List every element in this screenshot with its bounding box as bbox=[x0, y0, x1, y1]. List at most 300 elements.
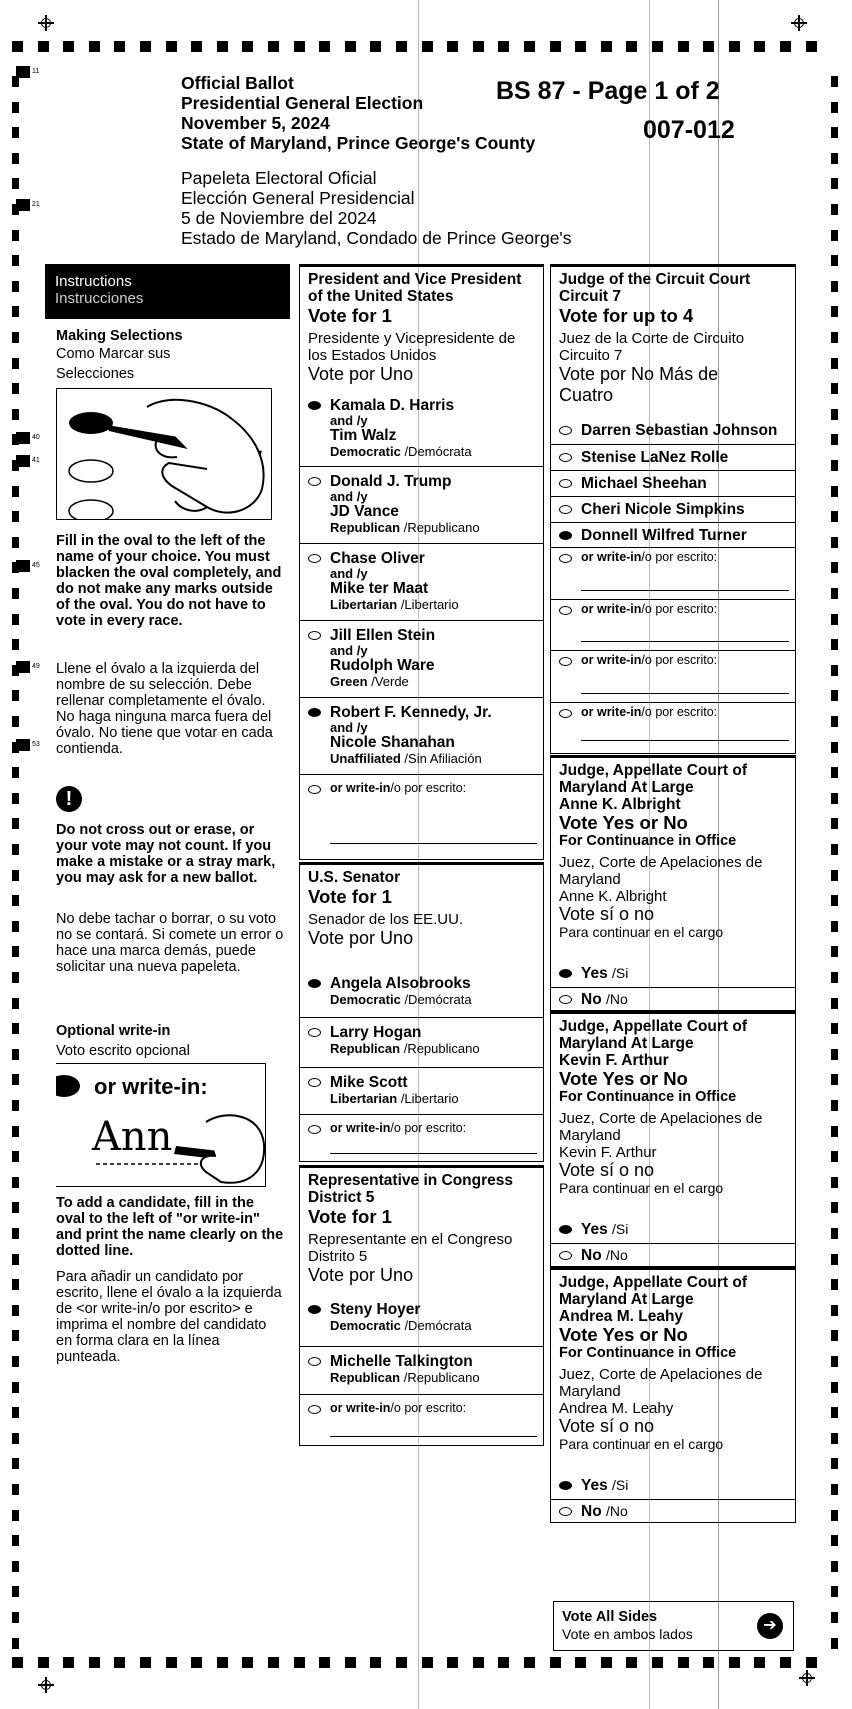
header-line: Papeleta Electoral Oficial bbox=[181, 168, 377, 188]
vote-instruction: Vote for up to 4 bbox=[559, 305, 694, 326]
and-label: and /y bbox=[330, 720, 368, 735]
header-line: Presidential General Election bbox=[181, 93, 424, 113]
timing-mark bbox=[831, 921, 838, 932]
selection-oval[interactable] bbox=[559, 1481, 572, 1490]
timing-mark bbox=[114, 1657, 125, 1668]
party-name-es: /Demócrata bbox=[404, 992, 472, 1007]
writein-label-es: /o por escrito: bbox=[390, 1121, 467, 1135]
timing-mark bbox=[12, 1510, 19, 1521]
candidate-option[interactable] bbox=[300, 1017, 543, 1067]
selection-oval[interactable] bbox=[559, 479, 572, 488]
continuance-label: For Continuance in Office bbox=[559, 1089, 737, 1105]
and-label: and /y bbox=[330, 489, 368, 504]
candidate-option[interactable] bbox=[551, 444, 795, 470]
timing-mark bbox=[831, 1510, 838, 1521]
timing-mark bbox=[703, 41, 714, 52]
yes-option[interactable] bbox=[551, 962, 795, 987]
yes-label-es: /Si bbox=[612, 965, 629, 981]
registration-crosshair-icon bbox=[791, 15, 807, 31]
candidate-option[interactable] bbox=[300, 1295, 543, 1346]
candidate-option[interactable] bbox=[300, 391, 543, 466]
timing-mark bbox=[498, 41, 509, 52]
continuance-label: For Continuance in Office bbox=[559, 1345, 737, 1361]
making-selections-section bbox=[56, 328, 286, 384]
contest-title-es: Juez, Corte de Apelaciones de bbox=[559, 854, 763, 871]
writein-option[interactable] bbox=[551, 599, 795, 650]
timing-mark bbox=[114, 41, 125, 52]
selection-oval[interactable] bbox=[559, 1225, 572, 1234]
selection-oval[interactable] bbox=[559, 709, 572, 718]
writein-line[interactable] bbox=[581, 641, 789, 642]
running-mate-name: Tim Walz bbox=[330, 427, 397, 444]
selection-oval[interactable] bbox=[559, 995, 572, 1004]
timing-mark bbox=[319, 41, 330, 52]
candidate-name: Angela Alsobrooks bbox=[330, 975, 471, 992]
timing-mark bbox=[12, 1305, 19, 1316]
candidate-option[interactable] bbox=[551, 418, 795, 444]
timing-mark bbox=[294, 1657, 305, 1668]
running-mate-name: Nicole Shanahan bbox=[330, 734, 455, 751]
no-option[interactable] bbox=[551, 987, 795, 1011]
timing-mark bbox=[652, 1657, 663, 1668]
timing-mark bbox=[12, 716, 19, 727]
timing-mark bbox=[831, 588, 838, 599]
timing-mark bbox=[524, 1657, 535, 1668]
candidate-name: Kamala D. Harris bbox=[330, 397, 455, 414]
writein-example-handwriting: Ann bbox=[92, 1114, 173, 1160]
selection-oval[interactable] bbox=[308, 401, 321, 410]
timing-mark bbox=[217, 41, 228, 52]
ballot-header-english bbox=[181, 73, 535, 153]
timing-mark bbox=[831, 1382, 838, 1393]
timing-mark bbox=[12, 409, 19, 420]
judge-name-es: Andrea M. Leahy bbox=[559, 1400, 674, 1417]
timing-mark bbox=[396, 1657, 407, 1668]
selection-oval[interactable] bbox=[308, 1405, 321, 1414]
vote-all-sides-label: Vote All Sides bbox=[562, 1609, 658, 1625]
candidate-name: Donald J. Trump bbox=[330, 473, 452, 490]
timing-mark bbox=[12, 818, 19, 829]
timing-mark bbox=[831, 1151, 838, 1162]
and-label: and /y bbox=[330, 643, 368, 658]
timing-mark bbox=[12, 1023, 19, 1034]
timing-number: 41 bbox=[32, 457, 40, 464]
header-line: State of Maryland, Prince George's County bbox=[181, 133, 536, 153]
no-label-es: /No bbox=[605, 1503, 628, 1519]
timing-mark bbox=[831, 383, 838, 394]
timing-mark bbox=[831, 1177, 838, 1188]
contest-title: Circuit 7 bbox=[559, 288, 622, 305]
timing-mark bbox=[12, 332, 19, 343]
candidate-option[interactable] bbox=[300, 543, 543, 620]
candidate-option[interactable] bbox=[300, 1067, 543, 1114]
no-option[interactable] bbox=[551, 1499, 795, 1523]
timing-mark bbox=[831, 1356, 838, 1367]
party-name: Democratic bbox=[330, 992, 401, 1007]
party-name-es: /Verde bbox=[371, 674, 409, 689]
timing-number: 11 bbox=[32, 68, 40, 75]
contest-title: Maryland At Large bbox=[559, 779, 694, 796]
vote-instruction: Vote Yes or No bbox=[559, 1324, 688, 1345]
contest-title-es: Juez, Corte de Apelaciones de bbox=[559, 1366, 763, 1383]
yes-label-es: /Si bbox=[612, 1221, 629, 1237]
candidate-name: Chase Oliver bbox=[330, 550, 425, 567]
writein-option[interactable] bbox=[551, 702, 795, 747]
timing-mark bbox=[12, 358, 19, 369]
yes-option[interactable] bbox=[551, 1474, 795, 1499]
judge-name: Kevin F. Arthur bbox=[559, 1052, 669, 1069]
timing-mark bbox=[12, 1458, 19, 1469]
header-line: Elección General Presidencial bbox=[181, 188, 415, 208]
arrow-symbol: ➔ bbox=[763, 1617, 777, 1634]
selection-oval[interactable] bbox=[559, 426, 572, 435]
fill-instructions: Fill in the oval to the left of the name of your choice. You must blacken the oval completely, and do not make any marks outside of the oval. You do not have to vote in every race. bbox=[56, 533, 282, 629]
timing-mark bbox=[12, 1484, 19, 1495]
add-candidate-instructions-es: Para añadir un candidato por escrito, llene el óvalo a la izquierda de <or write-in/o por escrito> e imprima el nombre del candidato en forma clara en la línea punteada. bbox=[56, 1269, 282, 1365]
timing-mark bbox=[12, 895, 19, 906]
timing-mark bbox=[447, 41, 458, 52]
writein-label-es: /o por escrito: bbox=[641, 653, 718, 667]
contest-congress bbox=[299, 1165, 544, 1446]
timing-mark bbox=[831, 562, 838, 573]
writein-option[interactable] bbox=[551, 547, 795, 599]
timing-mark bbox=[63, 1657, 74, 1668]
timing-mark bbox=[473, 1657, 484, 1668]
timing-mark bbox=[729, 1657, 740, 1668]
selection-oval[interactable] bbox=[559, 505, 572, 514]
selection-oval[interactable] bbox=[308, 979, 321, 988]
timing-mark bbox=[12, 511, 19, 522]
timing-mark bbox=[12, 1126, 19, 1137]
timing-mark bbox=[422, 41, 433, 52]
running-mate-name: Rudolph Ware bbox=[330, 657, 435, 674]
selection-oval[interactable] bbox=[559, 969, 572, 978]
writein-label: or write-in bbox=[581, 705, 642, 719]
timing-mark bbox=[12, 1356, 19, 1367]
contest-title: Judge, Appellate Court of bbox=[559, 1274, 748, 1291]
party-name-es: /Demócrata bbox=[404, 1318, 472, 1333]
timing-mark bbox=[831, 1561, 838, 1572]
timing-mark bbox=[12, 1177, 19, 1188]
selection-oval[interactable] bbox=[308, 1357, 321, 1366]
judge-name: Andrea M. Leahy bbox=[559, 1308, 684, 1325]
registration-crosshair-icon bbox=[799, 1670, 815, 1686]
timing-mark bbox=[831, 1484, 838, 1495]
writein-option[interactable] bbox=[300, 1114, 543, 1160]
header-line: November 5, 2024 bbox=[181, 113, 330, 133]
timing-mark bbox=[831, 1279, 838, 1290]
timing-mark bbox=[12, 793, 19, 804]
party-name: Republican bbox=[330, 1041, 401, 1056]
selection-oval[interactable] bbox=[308, 708, 321, 717]
timing-mark bbox=[12, 1100, 19, 1111]
timing-mark bbox=[831, 793, 838, 804]
timing-mark bbox=[370, 1657, 381, 1668]
candidate-option[interactable] bbox=[551, 522, 795, 547]
selection-oval[interactable] bbox=[559, 531, 572, 540]
timing-mark bbox=[831, 537, 838, 548]
timing-mark bbox=[12, 41, 23, 52]
contest-title-es: Maryland bbox=[559, 871, 621, 888]
timing-mark bbox=[345, 41, 356, 52]
selection-oval[interactable] bbox=[308, 631, 321, 640]
timing-mark bbox=[678, 1657, 689, 1668]
timing-mark bbox=[396, 41, 407, 52]
writein-option[interactable] bbox=[300, 1394, 543, 1445]
selection-oval[interactable] bbox=[308, 1305, 321, 1314]
vote-all-sides-box bbox=[553, 1601, 794, 1651]
instructions-banner bbox=[45, 264, 290, 319]
timing-mark bbox=[12, 306, 19, 317]
timing-mark bbox=[831, 486, 838, 497]
candidate-name: Steny Hoyer bbox=[330, 1301, 421, 1318]
selection-oval[interactable] bbox=[308, 477, 321, 486]
timing-mark bbox=[831, 1433, 838, 1444]
erase-warning-es: No debe tachar o borrar, o su voto no se contará. Si comete un error o hace una marca demás, puede solicitar una nueva papeleta. bbox=[56, 911, 284, 975]
candidate-option[interactable] bbox=[551, 496, 795, 522]
party-name: Republican bbox=[330, 520, 401, 535]
party-name-es: /Libertario bbox=[400, 597, 459, 612]
ballot-header-spanish bbox=[181, 168, 572, 248]
optional-writein-heading: Optional write-in bbox=[56, 1023, 171, 1039]
writein-label: or write-in bbox=[581, 550, 642, 564]
timing-mark bbox=[831, 1638, 838, 1649]
writein-label: or write-in bbox=[330, 1401, 391, 1415]
timing-mark bbox=[831, 818, 838, 829]
timing-mark bbox=[12, 1638, 19, 1649]
precinct-code: 007-012 bbox=[643, 116, 735, 144]
timing-mark bbox=[12, 946, 19, 957]
selection-oval[interactable] bbox=[308, 1028, 321, 1037]
timing-mark bbox=[831, 716, 838, 727]
timing-mark bbox=[550, 1657, 561, 1668]
timing-mark bbox=[12, 230, 19, 241]
timing-mark bbox=[63, 41, 74, 52]
timing-mark bbox=[729, 41, 740, 52]
timing-mark bbox=[626, 1657, 637, 1668]
timing-mark bbox=[780, 41, 791, 52]
timing-mark bbox=[12, 1612, 19, 1623]
timing-mark bbox=[831, 1330, 838, 1341]
fill-instructions-es: Llene el óvalo a la izquierda del nombre de su selección. Debe rellenar completamente el óvalo. No haga ninguna marca fuera del óvalo. No tiene que votar en cada contienda. bbox=[56, 661, 273, 757]
selection-oval[interactable] bbox=[308, 1125, 321, 1134]
writein-option[interactable] bbox=[300, 774, 543, 854]
timing-mark bbox=[12, 588, 19, 599]
timing-mark bbox=[166, 41, 177, 52]
no-label-es: /No bbox=[605, 1247, 628, 1263]
contest-title: Maryland At Large bbox=[559, 1291, 694, 1308]
contest-title: Judge, Appellate Court of bbox=[559, 762, 748, 779]
timing-mark bbox=[12, 1433, 19, 1444]
selection-oval[interactable] bbox=[308, 1078, 321, 1087]
vote-instruction-es: Vote por Uno bbox=[308, 364, 414, 384]
continuance-label-es: Para continuar en el cargo bbox=[559, 1180, 724, 1196]
timing-mark bbox=[831, 639, 838, 650]
vote-instruction-es: Vote por Uno bbox=[308, 1265, 414, 1285]
no-option[interactable] bbox=[551, 1243, 795, 1267]
timing-mark bbox=[831, 844, 838, 855]
timing-mark bbox=[780, 1657, 791, 1668]
timing-mark bbox=[12, 690, 19, 701]
header-line: Official Ballot bbox=[181, 73, 294, 93]
candidate-option[interactable] bbox=[300, 697, 543, 774]
no-label: No bbox=[581, 1503, 602, 1520]
party-name: Libertarian bbox=[330, 597, 398, 612]
timing-mark bbox=[831, 1612, 838, 1623]
writein-option[interactable] bbox=[551, 650, 795, 702]
selection-oval[interactable] bbox=[308, 785, 321, 794]
yes-option[interactable] bbox=[551, 1218, 795, 1243]
writein-line[interactable] bbox=[581, 590, 789, 591]
timing-mark bbox=[12, 998, 19, 1009]
writein-label-es: /o por escrito: bbox=[641, 602, 718, 616]
candidate-option[interactable] bbox=[300, 620, 543, 697]
timing-mark bbox=[268, 41, 279, 52]
continuance-label-es: Para continuar en el cargo bbox=[559, 924, 724, 940]
selection-oval[interactable] bbox=[559, 606, 572, 615]
instructions-title-es: Instrucciones bbox=[55, 290, 144, 307]
contest-title: District 5 bbox=[308, 1189, 375, 1206]
timing-mark bbox=[831, 102, 838, 113]
timing-mark bbox=[831, 153, 838, 164]
timing-mark bbox=[831, 409, 838, 420]
timing-mark bbox=[601, 1657, 612, 1668]
timing-mark bbox=[754, 41, 765, 52]
timing-number: 21 bbox=[32, 201, 40, 208]
timing-mark bbox=[754, 1657, 765, 1668]
add-candidate-instructions: To add a candidate, fill in the oval to the left of "or write-in" and print the name clearly on the dotted line. bbox=[56, 1195, 284, 1259]
timing-mark bbox=[831, 255, 838, 266]
timing-mark bbox=[550, 41, 561, 52]
candidate-option[interactable] bbox=[300, 1346, 543, 1394]
vote-instruction-es: Cuatro bbox=[559, 385, 614, 405]
writein-line[interactable] bbox=[330, 1153, 537, 1154]
timing-mark bbox=[38, 1657, 49, 1668]
timing-mark bbox=[831, 614, 838, 625]
timing-mark bbox=[831, 1074, 838, 1085]
timing-mark bbox=[831, 946, 838, 957]
candidate-option[interactable] bbox=[300, 969, 543, 1017]
timing-mark bbox=[831, 690, 838, 701]
vote-instruction: Vote for 1 bbox=[308, 886, 392, 907]
writein-line[interactable] bbox=[330, 843, 537, 844]
timing-mark bbox=[140, 41, 151, 52]
timing-mark bbox=[12, 153, 19, 164]
writein-label: or write-in bbox=[581, 602, 642, 616]
timing-mark bbox=[831, 76, 838, 87]
contest-title-es: Juez de la Corte de Circuito bbox=[559, 330, 745, 347]
timing-mark bbox=[12, 870, 19, 881]
writein-label-es: /o por escrito: bbox=[641, 550, 718, 564]
selection-oval[interactable] bbox=[308, 554, 321, 563]
timing-mark bbox=[191, 1657, 202, 1668]
timing-mark bbox=[12, 1254, 19, 1265]
selection-oval[interactable] bbox=[559, 657, 572, 666]
timing-mark bbox=[12, 537, 19, 548]
selection-oval[interactable] bbox=[559, 554, 572, 563]
timing-mark bbox=[831, 1458, 838, 1469]
timing-mark bbox=[191, 41, 202, 52]
timing-mark bbox=[12, 102, 19, 113]
timing-mark bbox=[831, 1126, 838, 1137]
party-name: Unaffiliated bbox=[330, 751, 401, 766]
and-label: and /y bbox=[330, 566, 368, 581]
timing-mark bbox=[12, 1330, 19, 1341]
timing-mark bbox=[89, 1657, 100, 1668]
timing-mark bbox=[12, 281, 19, 292]
party-name-es: /Republicano bbox=[403, 1370, 480, 1385]
writein-label-es: /o por escrito: bbox=[390, 781, 467, 795]
writein-line[interactable] bbox=[581, 693, 789, 694]
party-name: Libertarian bbox=[330, 1091, 398, 1106]
yes-label-es: /Si bbox=[612, 1477, 629, 1493]
vote-all-sides-label-es: Vote en ambos lados bbox=[562, 1626, 693, 1642]
candidate-option[interactable] bbox=[551, 470, 795, 496]
timing-mark bbox=[831, 1100, 838, 1111]
timing-mark bbox=[12, 614, 19, 625]
candidate-name: Stenise LaNez Rolle bbox=[581, 449, 729, 466]
timing-mark bbox=[38, 41, 49, 52]
party-name: Democratic bbox=[330, 1318, 401, 1333]
marking-example-image bbox=[56, 388, 272, 520]
timing-mark bbox=[831, 332, 838, 343]
timing-mark bbox=[12, 1382, 19, 1393]
contest-title-es: Maryland bbox=[559, 1127, 621, 1144]
contest-title: Judge, Appellate Court of bbox=[559, 1018, 748, 1035]
party-name-es: /Demócrata bbox=[404, 444, 472, 459]
timing-mark bbox=[575, 41, 586, 52]
making-selections-es: Como Marcar sus bbox=[56, 346, 171, 362]
writein-line[interactable] bbox=[581, 740, 789, 741]
contest-appellate-judge-3 bbox=[550, 1267, 796, 1523]
selection-oval[interactable] bbox=[559, 1507, 572, 1516]
no-label-es: /No bbox=[605, 991, 628, 1007]
selection-oval[interactable] bbox=[559, 453, 572, 462]
writein-line[interactable] bbox=[330, 1436, 537, 1437]
timing-mark bbox=[806, 41, 817, 52]
making-selections-es: Selecciones bbox=[56, 366, 135, 382]
writein-label-es: /o por escrito: bbox=[390, 1401, 467, 1415]
timing-mark bbox=[89, 41, 100, 52]
continuance-label-es: Para continuar en el cargo bbox=[559, 1436, 724, 1452]
yes-label: Yes bbox=[581, 1477, 608, 1494]
contest-title-es: Senador de los EE.UU. bbox=[308, 911, 464, 928]
timing-mark bbox=[294, 41, 305, 52]
alert-icon bbox=[56, 786, 82, 812]
selection-oval[interactable] bbox=[559, 1251, 572, 1260]
timing-mark bbox=[12, 1151, 19, 1162]
timing-mark bbox=[12, 1074, 19, 1085]
header-line: Estado de Maryland, Condado de Prince George's bbox=[181, 228, 572, 248]
writein-example-image bbox=[56, 1063, 266, 1187]
contest-president bbox=[299, 264, 544, 860]
yes-label: Yes bbox=[581, 965, 608, 982]
timing-mark bbox=[831, 1049, 838, 1060]
timing-mark bbox=[831, 1586, 838, 1597]
contest-title-es: Representante en el Congreso bbox=[308, 1231, 513, 1248]
timing-mark bbox=[12, 972, 19, 983]
timing-mark bbox=[831, 895, 838, 906]
candidate-name: Darren Sebastian Johnson bbox=[581, 422, 778, 439]
vote-instruction-es: Vote sí o no bbox=[559, 904, 655, 924]
candidate-name: Cheri Nicole Simpkins bbox=[581, 501, 745, 518]
timing-mark bbox=[12, 1049, 19, 1060]
and-label: and /y bbox=[330, 413, 368, 428]
judge-name-es: Anne K. Albright bbox=[559, 888, 667, 905]
running-mate-name: Mike ter Maat bbox=[330, 580, 429, 597]
writein-label: or write-in bbox=[330, 781, 391, 795]
candidate-option[interactable] bbox=[300, 466, 543, 543]
